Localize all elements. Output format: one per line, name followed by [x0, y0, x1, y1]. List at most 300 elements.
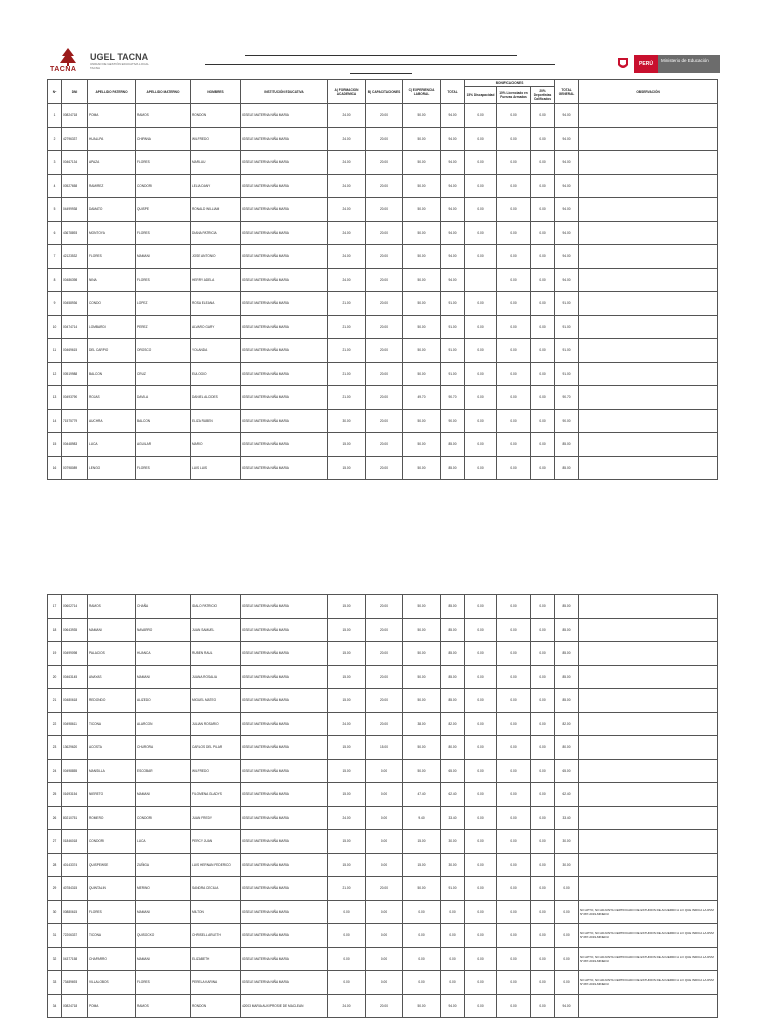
row-apellido-paterno: DAMATO	[88, 198, 136, 222]
row-apellido-materno: FLORES	[136, 221, 191, 245]
row-experiencia: 50.00	[403, 292, 441, 316]
row-num: 9	[48, 292, 62, 316]
row-formacion: 21.00	[328, 315, 366, 339]
row-num: 12	[48, 362, 62, 386]
row-deportistas: 0.00	[531, 689, 555, 713]
row-total-general: 0.00	[555, 971, 579, 995]
row-formacion: 24.00	[328, 712, 366, 736]
row-institucion: IGSELE MATERNA NIÑA MARIA	[241, 456, 328, 480]
row-fuerzas-armadas: 0.00	[497, 315, 531, 339]
row-total: 85.00	[441, 456, 465, 480]
row-total-general: 82.00	[555, 712, 579, 736]
row-fuerzas-armadas: 0.00	[497, 292, 531, 316]
row-formacion: 21.00	[328, 386, 366, 410]
row-experiencia: 0.00	[403, 900, 441, 924]
row-experiencia: 50.00	[403, 665, 441, 689]
row-institucion: IGSELE MATERNA NIÑA MARIA	[241, 736, 328, 760]
row-num: 31	[48, 924, 62, 948]
row-apellido-paterno: LUCA	[88, 433, 136, 457]
row-deportistas: 0.00	[531, 456, 555, 480]
row-fuerzas-armadas: 0.00	[497, 456, 531, 480]
row-fuerzas-armadas: 0.00	[497, 339, 531, 363]
row-institucion: IGSELE MATERNA NIÑA MARIA	[241, 759, 328, 783]
row-deportistas: 0.00	[531, 595, 555, 619]
row-total: 91.00	[441, 362, 465, 386]
row-total-general: 94.00	[555, 994, 579, 1018]
row-total-general: 94.00	[555, 151, 579, 175]
row-nombres: ELIZABETH	[191, 947, 241, 971]
row-apellido-materno: MAMANI	[136, 783, 191, 807]
row-apellido-materno: RAMOS	[136, 994, 191, 1018]
row-num: 2	[48, 127, 62, 151]
row-apellido-materno: MERINO	[136, 877, 191, 901]
row-dni: 00602714	[62, 595, 88, 619]
row-dni: 00493790	[62, 386, 88, 410]
table-row	[48, 221, 718, 245]
row-deportistas: 0.00	[531, 618, 555, 642]
row-experiencia: 50.00	[403, 362, 441, 386]
row-apellido-paterno: MAMANI	[88, 618, 136, 642]
row-capacitaciones: 20.00	[366, 339, 403, 363]
row-apellido-paterno: BALCON	[88, 362, 136, 386]
row-observacion: NO APTO, NO ADJUNTA CERTIFICADO DE ESTUDIOS DE ACUERDO A LO QUE INDICA LA RVM N°287-2019-MINEDU	[579, 900, 718, 924]
row-nombres: ROSA ELEANA	[191, 292, 241, 316]
row-apellido-paterno: LENGO	[88, 456, 136, 480]
row-deportistas: 0.00	[531, 924, 555, 948]
row-deportistas: 0.00	[531, 245, 555, 269]
row-apellido-materno: QUISOCKO	[136, 924, 191, 948]
row-fuerzas-armadas: 0.00	[497, 971, 531, 995]
row-nombres: FILOMENA GLADYS	[191, 783, 241, 807]
row-observacion	[579, 362, 718, 386]
row-capacitaciones: 20.00	[366, 595, 403, 619]
row-nombres: PERCY JUAN	[191, 830, 241, 854]
row-apellido-materno: ALIZEDO	[136, 689, 191, 713]
row-formacion: 24.00	[328, 127, 366, 151]
row-dni: 80210751	[62, 806, 88, 830]
row-nombres: MARLUU	[191, 151, 241, 175]
row-formacion: 21.00	[328, 362, 366, 386]
row-formacion: 24.00	[328, 174, 366, 198]
row-fuerzas-armadas: 0.00	[497, 433, 531, 457]
row-total: 94.00	[441, 151, 465, 175]
row-total-general: 94.00	[555, 104, 579, 128]
table-row	[48, 806, 718, 830]
row-capacitaciones: 0.00	[366, 806, 403, 830]
row-total: 94.00	[441, 174, 465, 198]
row-experiencia: 0.00	[403, 947, 441, 971]
row-apellido-paterno: ACOSTA	[88, 736, 136, 760]
col-capacitaciones: B) CAPACITACIONES	[366, 80, 403, 104]
row-num: 29	[48, 877, 62, 901]
row-institucion: IGSELE MATERNA NIÑA MARIA	[241, 595, 328, 619]
row-total: 82.00	[441, 712, 465, 736]
col-apellido-materno: APELLIDO MATERNO	[136, 80, 191, 104]
row-experiencia: 49.70	[403, 386, 441, 410]
row-observacion: NO APTO, NO ADJUNTA CERTIFICADO DE ESTUDIOS DE ACUERDO A LO QUE INDICA LA RVM N°287-2019-MINEDU	[579, 947, 718, 971]
row-apellido-paterno: FLORES	[88, 245, 136, 269]
row-num: 27	[48, 830, 62, 854]
row-apellido-materno: ESCOBAR	[136, 759, 191, 783]
col-institucion: INSTITUCIÓN EDUCATIVA	[241, 80, 328, 104]
row-nombres: HERRY ADELA	[191, 268, 241, 292]
row-total-general: 94.00	[555, 268, 579, 292]
row-apellido-materno: CRUZ	[136, 362, 191, 386]
row-num: 26	[48, 806, 62, 830]
row-fuerzas-armadas: 0.00	[497, 759, 531, 783]
row-capacitaciones: 20.00	[366, 665, 403, 689]
row-apellido-materno: ALARCON	[136, 712, 191, 736]
row-capacitaciones: 0.00	[366, 924, 403, 948]
row-observacion	[579, 198, 718, 222]
row-capacitaciones: 20.00	[366, 689, 403, 713]
row-apellido-paterno: VILLALOBOS	[88, 971, 136, 995]
row-dni: 04499938	[62, 198, 88, 222]
row-num: 3	[48, 151, 62, 175]
row-experiencia: 50.00	[403, 339, 441, 363]
row-apellido-paterno: CONDO	[88, 292, 136, 316]
row-institucion: IGSELE MATERNA NIÑA MARIA	[241, 853, 328, 877]
row-nombres: RUBEN RAUL	[191, 642, 241, 666]
row-nombres: RONDON	[191, 994, 241, 1018]
col-discapacidad: 15% Discapacidad	[465, 87, 497, 104]
title-line	[245, 55, 517, 56]
row-nombres: SANDRA CECILIA	[191, 877, 241, 901]
row-deportistas: 0.00	[531, 736, 555, 760]
row-dni: 00527658	[62, 174, 88, 198]
table-row	[48, 362, 718, 386]
row-observacion: NO APTO, NO ADJUNTA CERTIFICADO DE ESTUDIOS DE ACUERDO A LO QUE INDICA LA RVM N°287-2019-MINEDU	[579, 971, 718, 995]
row-institucion: IGSELE MATERNA NIÑA MARIA	[241, 665, 328, 689]
row-institucion: IGSELE MATERNA NIÑA MARIA	[241, 783, 328, 807]
row-observacion	[579, 712, 718, 736]
row-fuerzas-armadas: 0.00	[497, 174, 531, 198]
row-nombres: MIGUEL MATEO	[191, 689, 241, 713]
row-total-general: 85.00	[555, 665, 579, 689]
row-deportistas: 0.00	[531, 127, 555, 151]
row-fuerzas-armadas: 0.00	[497, 245, 531, 269]
row-discapacidad: 0.00	[465, 339, 497, 363]
row-apellido-paterno: REDONDO	[88, 689, 136, 713]
row-fuerzas-armadas: 0.00	[497, 618, 531, 642]
row-formacion: 24.00	[328, 221, 366, 245]
row-nombres: YOLANDA	[191, 339, 241, 363]
row-experiencia: 50.00	[403, 127, 441, 151]
row-apellido-materno: ZUÑIGA	[136, 853, 191, 877]
row-fuerzas-armadas: 0.00	[497, 386, 531, 410]
row-discapacidad: 0.00	[465, 806, 497, 830]
row-nombres: EULOGIO	[191, 362, 241, 386]
row-capacitaciones: 20.00	[366, 362, 403, 386]
row-observacion	[579, 409, 718, 433]
row-fuerzas-armadas: 0.00	[497, 127, 531, 151]
row-apellido-materno: NAVARRO	[136, 618, 191, 642]
row-apellido-materno: CONDORI	[136, 806, 191, 830]
row-num: 19	[48, 642, 62, 666]
row-capacitaciones: 20.00	[366, 994, 403, 1018]
row-discapacidad: 0.00	[465, 783, 497, 807]
row-capacitaciones: 20.00	[366, 877, 403, 901]
row-capacitaciones: 20.00	[366, 245, 403, 269]
row-discapacidad	[465, 268, 497, 292]
row-observacion	[579, 386, 718, 410]
col-formacion: A) FORMACION ACADEMICA	[328, 80, 366, 104]
row-apellido-paterno: ANAYAS	[88, 665, 136, 689]
row-apellido-paterno: MONTOYA	[88, 221, 136, 245]
row-discapacidad: 0.00	[465, 971, 497, 995]
row-nombres: WILFREDO	[191, 127, 241, 151]
row-apellido-materno: HUANCA	[136, 642, 191, 666]
row-deportistas: 0.00	[531, 339, 555, 363]
col-total-general: TOTAL GENERAL	[555, 80, 579, 104]
row-dni: 00463145	[62, 665, 88, 689]
row-total: 30.00	[441, 830, 465, 854]
row-total: 85.00	[441, 665, 465, 689]
row-total-general: 91.00	[555, 315, 579, 339]
row-capacitaciones: 20.00	[366, 712, 403, 736]
row-institucion: IGSELE MATERNA NIÑA MARIA	[241, 830, 328, 854]
table-row	[48, 994, 718, 1018]
row-fuerzas-armadas: 0.00	[497, 924, 531, 948]
row-discapacidad: 0.00	[465, 433, 497, 457]
row-discapacidad: 0.00	[465, 151, 497, 175]
table-row	[48, 971, 718, 995]
row-experiencia: 0.00	[403, 924, 441, 948]
row-nombres: CHRISELL ARLETH	[191, 924, 241, 948]
row-formacion: 15.00	[328, 689, 366, 713]
results-table-page1	[47, 79, 718, 480]
table-row	[48, 198, 718, 222]
row-total-general: 65.00	[555, 759, 579, 783]
table-row	[48, 712, 718, 736]
row-experiencia: 50.00	[403, 618, 441, 642]
row-capacitaciones: 0.00	[366, 900, 403, 924]
row-total-general: 91.00	[555, 292, 579, 316]
row-total: 91.00	[441, 315, 465, 339]
peru-label: PERÚ	[634, 55, 658, 73]
col-apellido-paterno: APELLIDO PATERNO	[88, 80, 136, 104]
row-discapacidad: 0.00	[465, 362, 497, 386]
row-experiencia: 50.00	[403, 315, 441, 339]
row-capacitaciones: 20.00	[366, 409, 403, 433]
row-formacion: 24.00	[328, 151, 366, 175]
row-capacitaciones: 20.00	[366, 386, 403, 410]
row-discapacidad: 0.00	[465, 292, 497, 316]
row-formacion: 0.00	[328, 900, 366, 924]
row-total: 80.00	[441, 736, 465, 760]
row-experiencia: 50.00	[403, 994, 441, 1018]
title-line	[205, 64, 555, 65]
row-deportistas: 0.00	[531, 783, 555, 807]
row-fuerzas-armadas: 0.00	[497, 947, 531, 971]
row-total: 0.00	[441, 924, 465, 948]
row-capacitaciones: 20.00	[366, 174, 403, 198]
row-institucion: IGSELE MATERNA NIÑA MARIA	[241, 339, 328, 363]
row-experiencia: 50.00	[403, 409, 441, 433]
row-experiencia: 0.00	[403, 971, 441, 995]
col-num: Nº	[48, 80, 62, 104]
row-deportistas: 0.00	[531, 759, 555, 783]
row-num: 30	[48, 900, 62, 924]
row-capacitaciones: 20.00	[366, 292, 403, 316]
row-institucion: IGSELE MATERNA NIÑA MARIA	[241, 104, 328, 128]
row-total-general: 91.00	[555, 339, 579, 363]
row-total-general: 90.70	[555, 386, 579, 410]
row-dni: 00519988	[62, 362, 88, 386]
row-dni: 00643935	[62, 618, 88, 642]
row-total: 91.00	[441, 339, 465, 363]
row-dni: 42796337	[62, 127, 88, 151]
row-capacitaciones: 20.00	[366, 151, 403, 175]
row-dni: 00880615	[62, 900, 88, 924]
row-apellido-materno: QUISPE	[136, 198, 191, 222]
row-institucion: IGSELE MATERNA NIÑA MARIA	[241, 947, 328, 971]
row-apellido-materno: PEREZ	[136, 315, 191, 339]
table-row	[48, 900, 718, 924]
row-apellido-materno: MAMANI	[136, 947, 191, 971]
row-discapacidad: 0.00	[465, 198, 497, 222]
row-num: 1	[48, 104, 62, 128]
row-dni: 00458936	[62, 292, 88, 316]
row-discapacidad: 0.00	[465, 315, 497, 339]
row-apellido-materno: FLORES	[136, 268, 191, 292]
row-experiencia: 50.00	[403, 759, 441, 783]
row-total-general: 94.00	[555, 221, 579, 245]
row-fuerzas-armadas: 0.00	[497, 409, 531, 433]
row-fuerzas-armadas: 0.00	[497, 736, 531, 760]
row-total-general: 94.00	[555, 245, 579, 269]
row-total-general: 85.00	[555, 642, 579, 666]
table-row	[48, 174, 718, 198]
row-total-general: 85.00	[555, 433, 579, 457]
row-formacion: 24.00	[328, 268, 366, 292]
table-row	[48, 877, 718, 901]
row-apellido-paterno: NINA	[88, 268, 136, 292]
row-num: 8	[48, 268, 62, 292]
row-discapacidad: 0.00	[465, 221, 497, 245]
row-discapacidad: 0.00	[465, 877, 497, 901]
row-nombres: CARLOS DEL PILAR	[191, 736, 241, 760]
row-experiencia: 50.00	[403, 268, 441, 292]
row-institucion: 42003 MARIA AUXIPROSIE DE MACLEAN	[241, 994, 328, 1018]
row-institucion: IGSELE MATERNA NIÑA MARIA	[241, 409, 328, 433]
row-apellido-paterno: APAZA	[88, 151, 136, 175]
row-institucion: IGSELE MATERNA NIÑA MARIA	[241, 433, 328, 457]
row-dni: 00499098	[62, 642, 88, 666]
row-total: 30.00	[441, 853, 465, 877]
row-experiencia: 50.00	[403, 689, 441, 713]
row-dni: 00467134	[62, 151, 88, 175]
row-num: 18	[48, 618, 62, 642]
row-total-general: 90.00	[555, 409, 579, 433]
row-num: 4	[48, 174, 62, 198]
row-apellido-materno: FLORES	[136, 151, 191, 175]
row-nombres: JULIAN ROSARIO	[191, 712, 241, 736]
row-total-general: 85.00	[555, 595, 579, 619]
row-experiencia: 50.00	[403, 245, 441, 269]
row-discapacidad: 0.00	[465, 618, 497, 642]
row-deportistas: 0.00	[531, 362, 555, 386]
row-apellido-materno: LOPEZ	[136, 292, 191, 316]
table-row	[48, 339, 718, 363]
row-total-general: 33.40	[555, 806, 579, 830]
row-num: 20	[48, 665, 62, 689]
row-capacitaciones: 0.00	[366, 759, 403, 783]
row-capacitaciones: 20.00	[366, 127, 403, 151]
row-deportistas: 0.00	[531, 994, 555, 1018]
row-dni: 00798089	[62, 456, 88, 480]
row-fuerzas-armadas: 0.00	[497, 853, 531, 877]
row-capacitaciones: 0.00	[366, 971, 403, 995]
row-deportistas: 0.00	[531, 198, 555, 222]
row-institucion: IGSELE MATERNA NIÑA MARIA	[241, 221, 328, 245]
row-dni: 00498855	[62, 759, 88, 783]
row-discapacidad: 0.00	[465, 456, 497, 480]
row-total-general: 0.00	[555, 947, 579, 971]
row-formacion: 15.00	[328, 665, 366, 689]
row-num: 32	[48, 947, 62, 971]
row-discapacidad: 0.00	[465, 409, 497, 433]
row-total: 94.00	[441, 245, 465, 269]
row-capacitaciones: 20.00	[366, 315, 403, 339]
row-total-general: 94.00	[555, 127, 579, 151]
row-total: 94.00	[441, 198, 465, 222]
row-institucion: IGSELE MATERNA NIÑA MARIA	[241, 174, 328, 198]
row-total-general: 0.00	[555, 924, 579, 948]
row-total: 85.00	[441, 642, 465, 666]
row-total: 94.00	[441, 268, 465, 292]
row-institucion: IGSELE MATERNA NIÑA MARIA	[241, 806, 328, 830]
row-dni: 01846018	[62, 830, 88, 854]
table-row	[48, 783, 718, 807]
row-experiencia: 38.00	[403, 712, 441, 736]
row-observacion	[579, 268, 718, 292]
row-nombres: RONALD WILLIAM	[191, 198, 241, 222]
row-dni: 71575779	[62, 409, 88, 433]
minedu-logo	[612, 55, 720, 73]
row-dni: 00824718	[62, 994, 88, 1018]
row-fuerzas-armadas: 0.00	[497, 830, 531, 854]
row-formacion: 24.00	[328, 198, 366, 222]
row-total: 0.00	[441, 947, 465, 971]
row-num: 17	[48, 595, 62, 619]
row-capacitaciones: 20.00	[366, 456, 403, 480]
row-experiencia: 50.00	[403, 736, 441, 760]
row-observacion	[579, 595, 718, 619]
row-fuerzas-armadas: 0.00	[497, 104, 531, 128]
row-deportistas: 0.00	[531, 712, 555, 736]
ministry-label: Ministerio de Educación	[658, 55, 720, 73]
row-observacion	[579, 433, 718, 457]
row-institucion: IGSELE MATERNA NIÑA MARIA	[241, 362, 328, 386]
row-apellido-materno: LUCA	[136, 830, 191, 854]
row-discapacidad: 0.00	[465, 642, 497, 666]
row-observacion	[579, 151, 718, 175]
row-observacion	[579, 853, 718, 877]
row-experiencia: 50.00	[403, 221, 441, 245]
row-discapacidad: 0.00	[465, 245, 497, 269]
row-fuerzas-armadas: 0.00	[497, 642, 531, 666]
row-nombres: JUANA ROSALIA	[191, 665, 241, 689]
row-apellido-paterno: CHAPARRO	[88, 947, 136, 971]
row-formacion: 24.00	[328, 104, 366, 128]
row-fuerzas-armadas: 0.00	[497, 689, 531, 713]
row-total-general: 85.00	[555, 689, 579, 713]
col-nombres: NOMBRES	[191, 80, 241, 104]
row-apellido-materno: CHURORA	[136, 736, 191, 760]
row-apellido-materno: FLORES	[136, 456, 191, 480]
row-deportistas: 0.00	[531, 900, 555, 924]
